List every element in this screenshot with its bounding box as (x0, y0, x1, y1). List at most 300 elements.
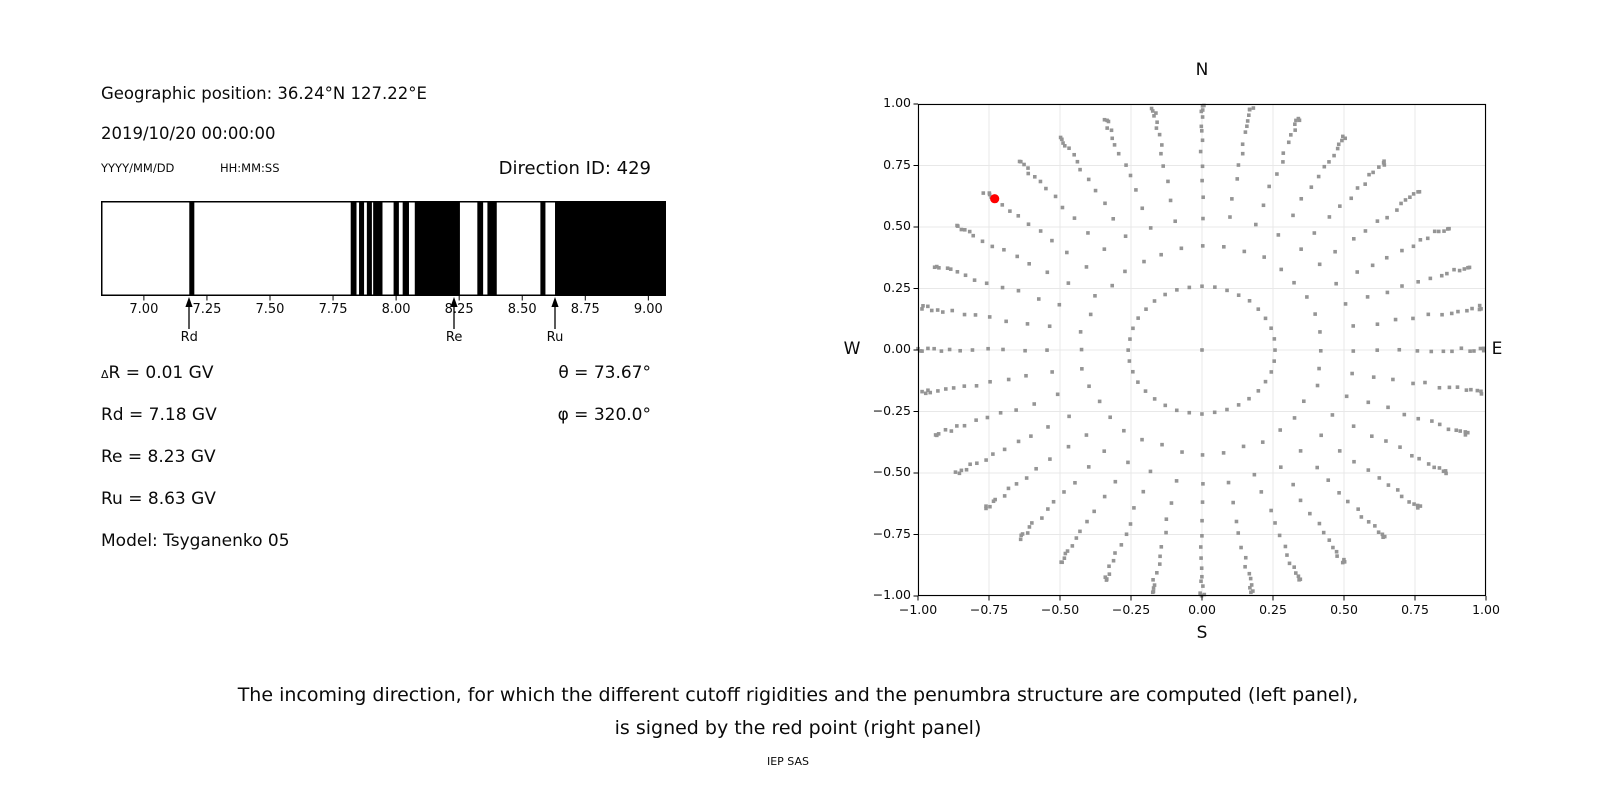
direction-dot (1079, 330, 1083, 334)
direction-dot (1086, 231, 1090, 235)
direction-dot (1456, 385, 1460, 389)
direction-dot (1199, 579, 1203, 583)
datetime-label: 2019/10/20 00:00:00 (101, 124, 276, 143)
direction-dot (988, 315, 992, 319)
direction-dot (1331, 413, 1335, 417)
direction-dot (1110, 137, 1114, 141)
direction-dot (1158, 554, 1162, 558)
direction-dot (944, 428, 948, 432)
direction-dot (1105, 578, 1109, 582)
forbidden-band (373, 202, 382, 295)
direction-dot (1242, 250, 1246, 254)
direction-dot (1032, 402, 1036, 406)
direction-dot (1400, 284, 1404, 288)
direction-dot (1417, 457, 1421, 461)
forbidden-band (351, 202, 357, 295)
direction-dot (1028, 525, 1032, 529)
direction-dot (1072, 153, 1076, 157)
phi-value: φ = 320.0° (557, 405, 651, 425)
direction-dot (1029, 434, 1033, 438)
direction-dot (1062, 490, 1066, 494)
direction-dot (1262, 203, 1266, 207)
direction-dot (1023, 349, 1027, 353)
direction-dot (1239, 546, 1243, 550)
direction-dot (958, 349, 962, 353)
direction-dot (973, 278, 977, 282)
direction-dot (1302, 399, 1306, 403)
direction-dot (1332, 154, 1336, 158)
direction-dot (1426, 313, 1430, 317)
direction-dot (1376, 322, 1380, 326)
direction-dot (1244, 130, 1248, 134)
direction-dot (1085, 520, 1089, 524)
direction-dot (1327, 538, 1331, 542)
direction-dot (1429, 350, 1433, 354)
direction-dot (1201, 500, 1205, 504)
direction-dot (948, 348, 952, 352)
direction-dot (1102, 449, 1106, 453)
direction-dot (1442, 229, 1446, 233)
direction-dot (1200, 125, 1204, 129)
direction-dot (1022, 163, 1026, 167)
compass-north-label: N (1195, 60, 1209, 80)
direction-dot (1235, 520, 1239, 524)
direction-dot (963, 424, 967, 428)
direction-dot (1048, 457, 1052, 461)
direction-dot (1367, 468, 1371, 472)
direction-dot (1050, 370, 1054, 374)
rd-value: Rd = 7.18 GV (101, 405, 217, 425)
x-tick-label: 0.25 (1259, 602, 1287, 617)
x-tick-label: 7.75 (318, 302, 348, 317)
direction-dot (1241, 152, 1245, 156)
direction-dot (1370, 434, 1374, 438)
direction-dot (1200, 179, 1204, 183)
direction-dot (981, 240, 985, 244)
direction-dot (1313, 231, 1317, 235)
x-tick-label: 1.00 (1472, 602, 1500, 617)
direction-dot (1253, 473, 1257, 477)
direction-dot (1331, 546, 1335, 550)
direction-dot (1000, 203, 1004, 207)
direction-dot (1126, 348, 1130, 352)
direction-dot (1001, 286, 1005, 290)
direction-dot (1337, 142, 1341, 146)
direction-dot (1345, 394, 1349, 398)
penumbra-svg (101, 201, 668, 306)
direction-dot (1124, 234, 1128, 238)
x-tick-label: −0.25 (1111, 602, 1151, 617)
compass-west-label: W (843, 339, 861, 359)
direction-dot (1073, 481, 1077, 485)
direction-dot (940, 349, 944, 353)
y-tick-label: −0.50 (872, 464, 911, 479)
direction-dot (1015, 255, 1019, 259)
direction-dot (1248, 586, 1252, 590)
direction-dot (1245, 124, 1249, 128)
direction-dot (1335, 554, 1339, 558)
direction-dot (1326, 478, 1330, 482)
direction-dot (1237, 293, 1241, 297)
direction-dot (1448, 386, 1452, 390)
direction-dot (1153, 397, 1157, 401)
direction-dot (1039, 180, 1043, 184)
direction-dot (1442, 349, 1446, 353)
direction-dot (1465, 388, 1469, 392)
direction-dot (1075, 536, 1079, 540)
direction-dot (1027, 262, 1031, 266)
forbidden-band (487, 202, 496, 295)
direction-dot (1016, 214, 1020, 218)
direction-dot (1466, 431, 1470, 435)
direction-dot (1003, 448, 1007, 452)
direction-dot (1260, 490, 1264, 494)
direction-dot (1110, 128, 1114, 132)
direction-dot (985, 281, 989, 285)
direction-dot (1122, 429, 1126, 433)
direction-dot (1222, 245, 1226, 249)
direction-dot (1328, 215, 1332, 219)
x-tick-label: −1.00 (898, 602, 938, 617)
direction-dot (984, 458, 988, 462)
direction-dot (1412, 502, 1416, 506)
direction-dot (1154, 111, 1158, 115)
direction-dot (1007, 378, 1011, 382)
direction-id-label: Direction ID: 429 (498, 158, 651, 179)
direction-dot (1052, 500, 1056, 504)
direction-dot (1299, 499, 1303, 503)
direction-dot (1299, 197, 1303, 201)
direction-dot (1230, 197, 1234, 201)
direction-dot (1377, 530, 1381, 534)
direction-dot (965, 468, 969, 472)
direction-dot (1438, 423, 1442, 427)
direction-dot (1452, 268, 1456, 272)
direction-dot (1228, 215, 1232, 219)
direction-dot (1085, 433, 1089, 437)
direction-dot (1124, 163, 1128, 167)
direction-dot (1338, 449, 1342, 453)
direction-dot (1419, 238, 1423, 242)
direction-dot (1264, 317, 1268, 321)
direction-dot (1317, 175, 1321, 179)
direction-dot (1236, 531, 1240, 535)
delta-r-value (101, 363, 213, 384)
direction-dot (1201, 195, 1205, 199)
direction-dot (1087, 465, 1091, 469)
direction-dot (1187, 411, 1191, 415)
direction-dot (1061, 206, 1065, 210)
compass-east-label: E (1491, 339, 1503, 359)
direction-dot (1385, 216, 1389, 220)
direction-dot (984, 507, 988, 511)
forbidden-band (477, 202, 483, 295)
forbidden-band (555, 202, 666, 295)
direction-dot (1323, 165, 1327, 169)
direction-dot (971, 348, 975, 352)
direction-dot (1352, 237, 1356, 241)
direction-dot (1067, 415, 1071, 419)
direction-dot (1281, 151, 1285, 155)
direction-dot (1026, 172, 1030, 176)
credit-label: IEP SAS (766, 755, 810, 768)
direction-dot (963, 313, 967, 317)
direction-dot (1113, 551, 1117, 555)
direction-dot (1367, 173, 1371, 177)
direction-dot (1463, 267, 1467, 271)
selected-direction-point (990, 194, 999, 203)
direction-dot (1076, 160, 1080, 164)
direction-dot (1319, 349, 1323, 353)
direction-dot (1346, 500, 1350, 504)
direction-dot (1213, 285, 1217, 289)
direction-dot (1289, 133, 1293, 137)
direction-dot (958, 472, 962, 476)
direction-dot (1252, 106, 1256, 110)
direction-dot (1201, 217, 1205, 221)
direction-dot (988, 505, 992, 509)
direction-dot (1017, 289, 1021, 293)
direction-dot (1112, 559, 1116, 563)
direction-dot (1078, 530, 1082, 534)
direction-dot (1033, 175, 1037, 179)
direction-dot (1450, 350, 1454, 354)
direction-dot (1160, 143, 1164, 147)
y-tick-label: −1.00 (872, 587, 911, 602)
direction-dot (1479, 307, 1483, 311)
direction-dot (1372, 375, 1376, 379)
direction-dot (1149, 470, 1153, 474)
forbidden-band (394, 202, 399, 295)
direction-dot (1064, 552, 1068, 556)
direction-dot (1469, 388, 1473, 392)
direction-dot (926, 388, 930, 392)
direction-dot (1163, 293, 1167, 297)
direction-dot (1026, 322, 1030, 326)
direction-dot (1410, 454, 1414, 458)
direction-dot (1108, 572, 1112, 576)
forbidden-band (415, 202, 460, 295)
direction-dot (1103, 247, 1107, 251)
direction-dot (1158, 133, 1162, 137)
direction-dot (999, 411, 1003, 415)
direction-dot (1200, 519, 1204, 523)
direction-dot (986, 347, 990, 351)
direction-dot (1152, 586, 1156, 590)
direction-dot (1111, 217, 1115, 221)
center-dot (1200, 348, 1204, 352)
direction-dot (1408, 195, 1412, 199)
direction-dot (1201, 482, 1205, 486)
direction-dot (1407, 500, 1411, 504)
direction-dot (1264, 380, 1268, 384)
direction-dot (1291, 214, 1295, 218)
direction-dot (1281, 160, 1285, 164)
direction-dot (1019, 538, 1023, 542)
direction-dot (1432, 466, 1436, 470)
direction-dot (1412, 244, 1416, 248)
direction-dot (946, 266, 950, 270)
direction-dot (1002, 248, 1006, 252)
direction-dot (1293, 416, 1297, 420)
direction-dot (1126, 461, 1130, 465)
direction-dot (1027, 222, 1031, 226)
direction-dot (1318, 522, 1322, 526)
y-tick-label: 0.50 (883, 218, 911, 233)
direction-dot (1292, 565, 1296, 569)
direction-dot (926, 305, 930, 309)
direction-dot (936, 308, 940, 312)
direction-dot (974, 313, 978, 317)
direction-dot (1386, 291, 1390, 295)
direction-dot (1364, 229, 1368, 233)
direction-dot (1269, 509, 1273, 513)
direction-dot (991, 452, 995, 456)
direction-dot (1334, 282, 1338, 286)
direction-grid-dots (916, 104, 1485, 598)
direction-dot (1416, 349, 1420, 353)
direction-dot (932, 347, 936, 351)
direction-dot (1164, 531, 1168, 535)
forbidden-band (367, 202, 372, 295)
direction-dot (986, 416, 990, 420)
direction-dot (1048, 324, 1052, 328)
direction-dot (1136, 380, 1140, 384)
direction-dot (1225, 408, 1229, 412)
direction-dot (1165, 517, 1169, 521)
direction-dot (1046, 270, 1050, 274)
x-tick-label: 0.50 (1330, 602, 1358, 617)
direction-dot (988, 191, 992, 195)
direction-dot (1412, 192, 1416, 196)
direction-dot (1337, 491, 1341, 495)
direction-dot (1318, 263, 1322, 267)
direction-dot (1400, 495, 1404, 499)
direction-dot (944, 387, 948, 391)
direction-dot (1440, 313, 1444, 317)
direction-dot (1237, 163, 1241, 167)
direction-dot (1356, 186, 1360, 190)
direction-dot (1377, 476, 1381, 480)
direction-dot (1254, 223, 1258, 227)
direction-dot (1275, 172, 1279, 176)
direction-dot (1398, 445, 1402, 449)
direction-dot (1476, 389, 1480, 393)
x-tick-label: 8.25 (444, 302, 474, 317)
direction-dot (981, 191, 985, 195)
direction-dot (1366, 295, 1370, 299)
direction-dot (1151, 578, 1155, 582)
re-arrow-label: Re (445, 330, 463, 345)
direction-dot (1267, 185, 1271, 189)
direction-dot (1201, 164, 1205, 168)
direction-dot (1291, 483, 1295, 487)
direction-dot (1151, 590, 1155, 594)
x-tick-label: 8.00 (381, 302, 411, 317)
direction-dot (1085, 265, 1089, 269)
direction-dot (1201, 453, 1205, 457)
direction-dot (1132, 506, 1136, 510)
direction-dot (1125, 532, 1129, 536)
direction-dot (1273, 337, 1277, 341)
compass-south-label: S (1196, 623, 1208, 643)
direction-dot (1352, 460, 1356, 464)
direction-dot (1058, 303, 1062, 307)
direction-dot (1103, 495, 1107, 499)
direction-dot (1285, 553, 1289, 557)
direction-dot (1404, 198, 1408, 202)
direction-dot (1166, 180, 1170, 184)
direction-dot (1269, 370, 1273, 374)
direction-dot (1288, 562, 1292, 566)
direction-dot (1200, 566, 1204, 570)
direction-dot (1050, 239, 1054, 243)
model-label: Model: Tsyganenko 05 (101, 531, 290, 551)
direction-dot (1087, 384, 1091, 388)
direction-dot (1059, 560, 1063, 564)
theta-value: θ = 73.67° (558, 363, 651, 383)
direction-dot (1319, 433, 1323, 437)
direction-dot (1299, 247, 1303, 251)
direction-dot (1160, 443, 1164, 447)
direction-dot (1247, 397, 1251, 401)
direction-dot (949, 267, 953, 271)
direction-map-svg (918, 104, 1486, 596)
direction-dot (1336, 147, 1340, 151)
direction-dot (1350, 372, 1354, 376)
direction-dot (1400, 249, 1404, 253)
direction-dot (1175, 409, 1179, 413)
direction-dot (1131, 370, 1135, 374)
direction-dot (1438, 466, 1442, 470)
direction-dot (1159, 545, 1163, 549)
direction-dot (1430, 419, 1434, 423)
direction-dot (1243, 565, 1247, 569)
direction-dot (1136, 316, 1140, 320)
direction-dot (930, 309, 934, 313)
direction-dot (1141, 490, 1145, 494)
direction-dot (1017, 440, 1021, 444)
direction-dot (1094, 189, 1098, 193)
direction-dot (1044, 187, 1048, 191)
direction-dot (1067, 281, 1071, 285)
direction-dot (1293, 128, 1297, 132)
direction-dot (1015, 482, 1019, 486)
direction-dot (1246, 119, 1250, 123)
direction-dot (1078, 168, 1082, 172)
x-tick-label: 0.75 (1401, 602, 1429, 617)
x-tick-label: 7.50 (255, 302, 285, 317)
direction-dot (1140, 206, 1144, 210)
direction-dot (1180, 450, 1184, 454)
direction-dot (1026, 166, 1030, 170)
direction-dot (1454, 428, 1458, 432)
direction-dot (1416, 280, 1420, 284)
direction-dot (1244, 556, 1248, 560)
direction-dot (1110, 284, 1114, 288)
direction-dot (1113, 143, 1117, 147)
direction-dot (1352, 424, 1356, 428)
direction-dot (1080, 348, 1084, 352)
direction-dot (1170, 501, 1174, 505)
direction-dot (1371, 171, 1375, 175)
direction-dot (988, 380, 992, 384)
direction-dot (1318, 330, 1322, 334)
direction-dot (926, 347, 930, 351)
rd-arrow-label: Rd (180, 330, 198, 345)
direction-dot (1242, 445, 1246, 449)
direction-dot (1293, 122, 1297, 126)
